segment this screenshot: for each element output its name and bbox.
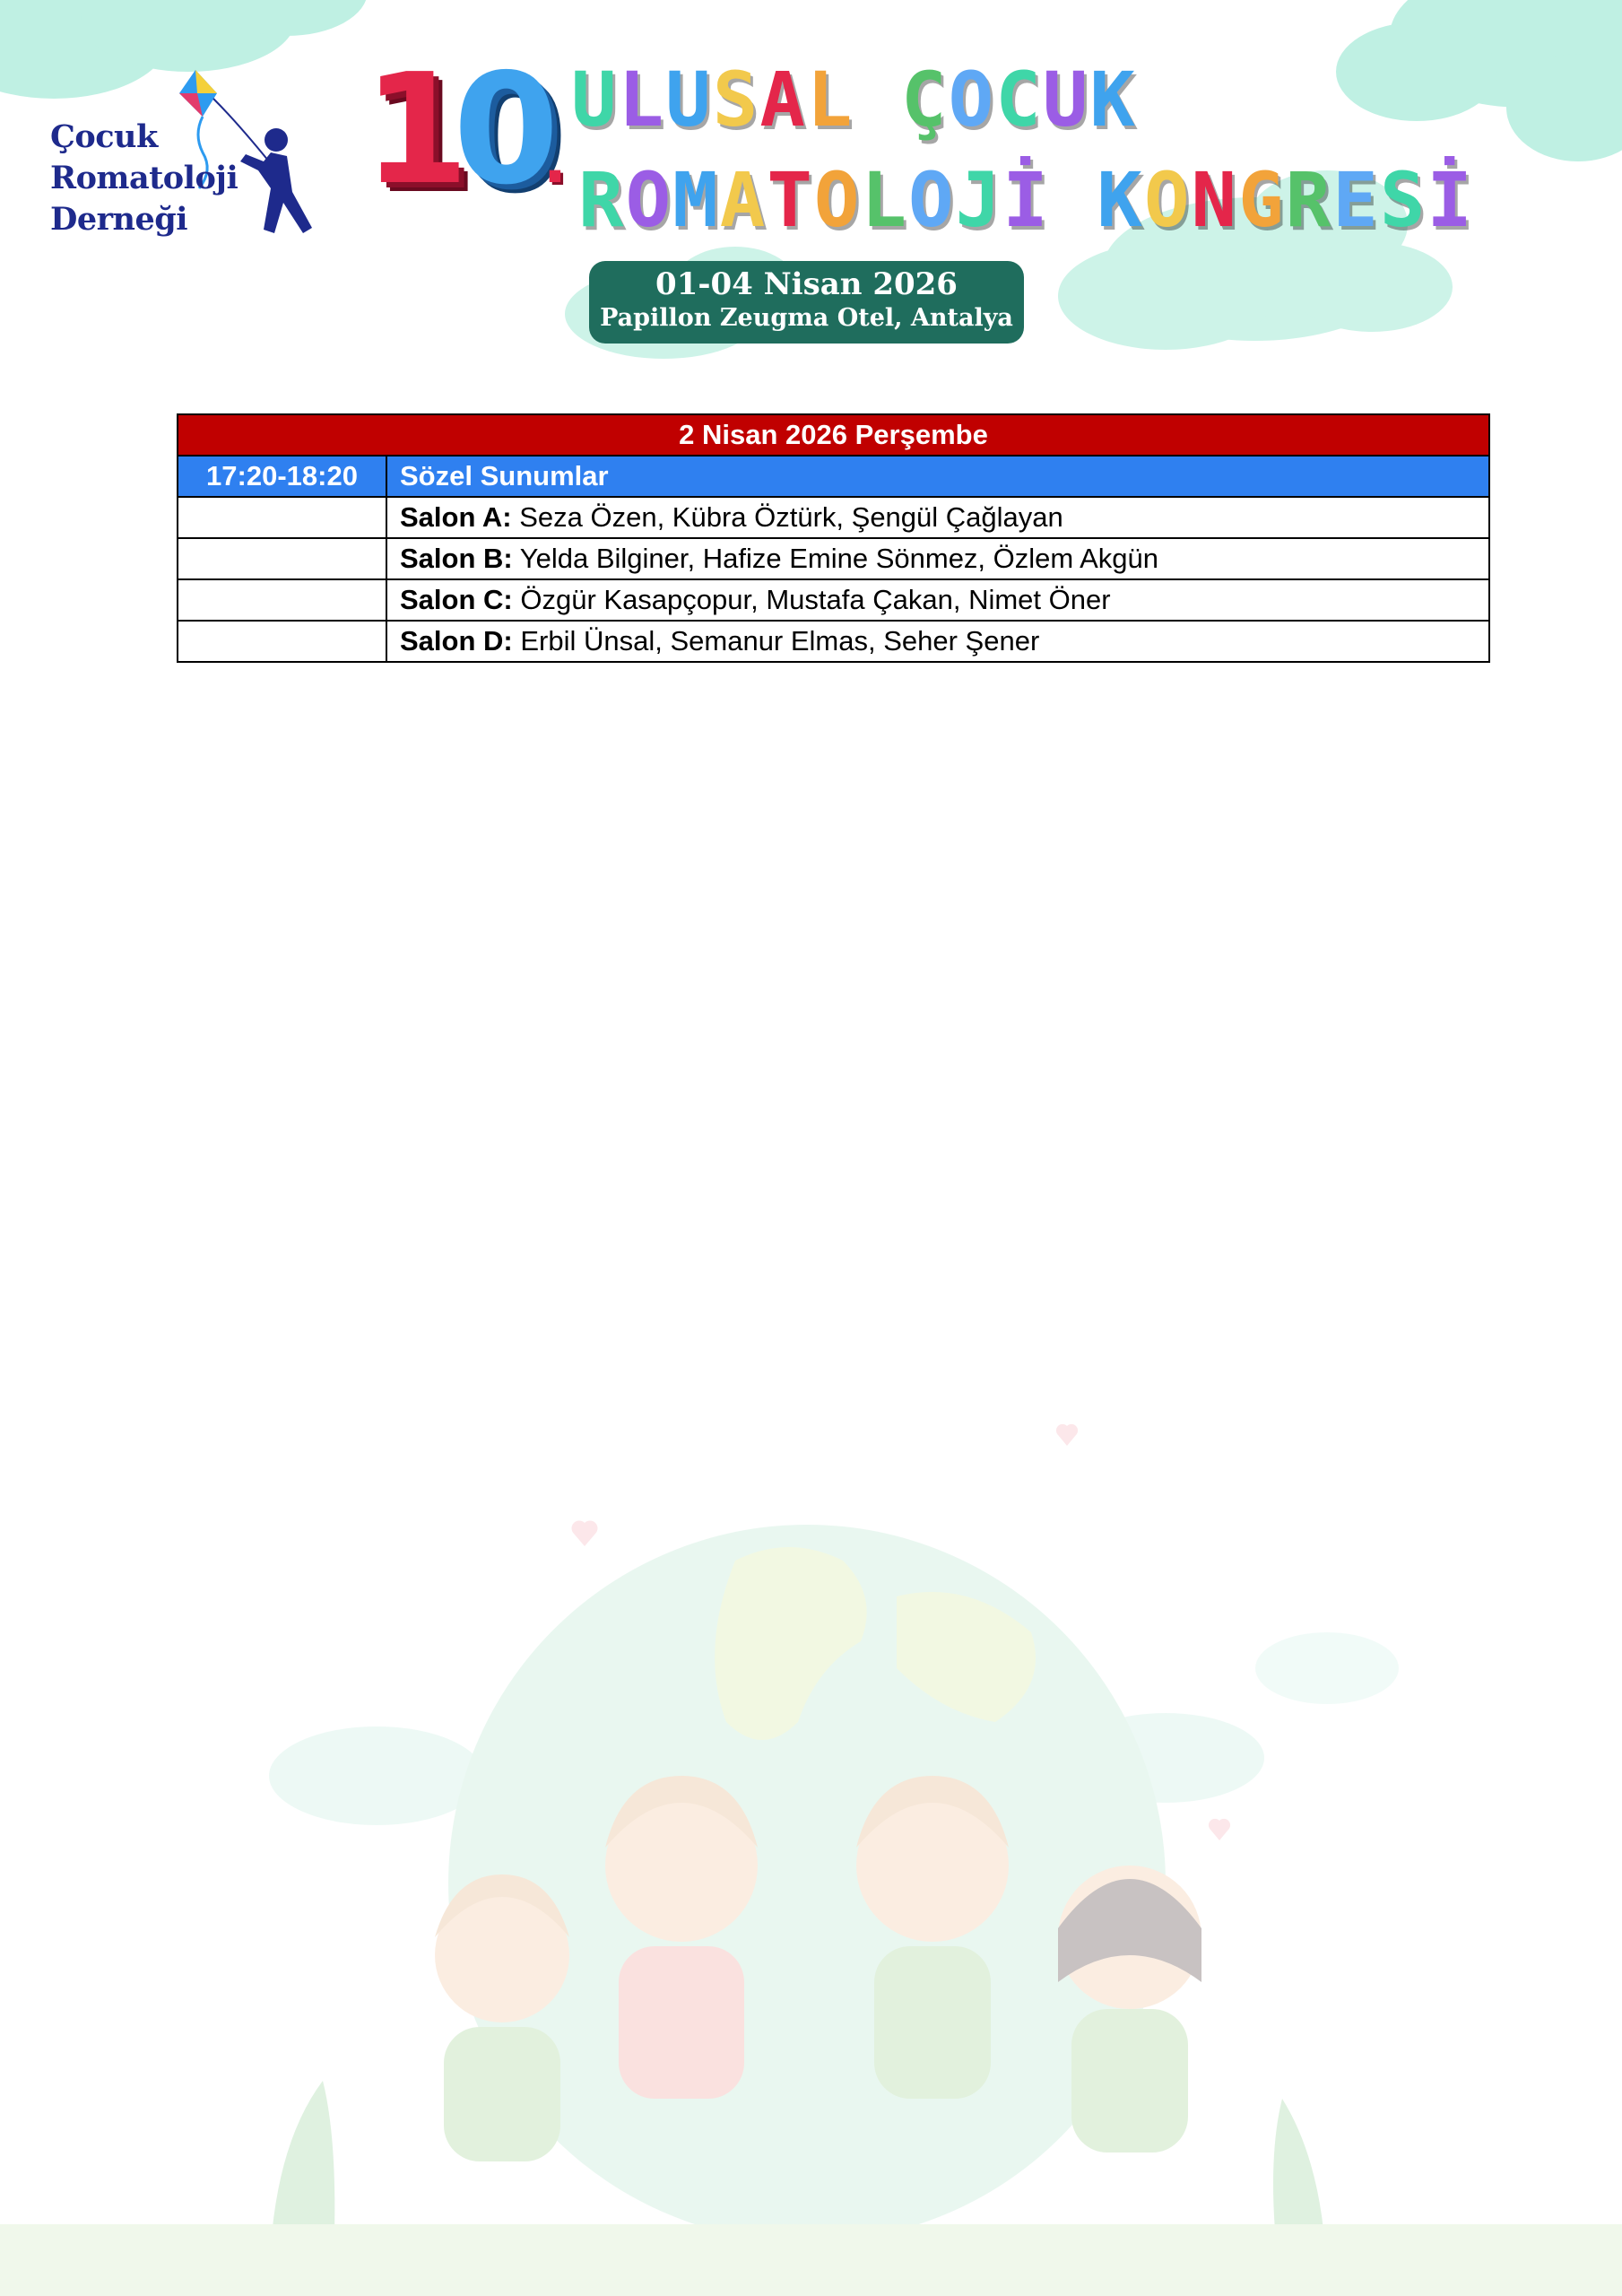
logo-text xyxy=(50,117,238,240)
salon-label: Salon A: xyxy=(400,501,512,533)
salon-row xyxy=(178,538,1489,579)
salon-time-cell xyxy=(178,579,386,621)
event-date-badge xyxy=(589,261,1024,344)
salon-chairs: Özgür Kasapçopur, Mustafa Çakan, Nimet Öner xyxy=(520,584,1111,615)
salon-label: Salon B: xyxy=(400,543,513,574)
event-venue: Papillon Zeugma Otel, Antalya xyxy=(600,304,1013,332)
salon-time-cell xyxy=(178,621,386,662)
salon-label: Salon D: xyxy=(400,625,513,657)
congress-title xyxy=(354,41,1592,269)
session-time: 17:20-18:20 xyxy=(178,456,386,497)
title-line-2: ROMATOLOJİ KONGRESİ xyxy=(578,156,1474,244)
session-title: Sözel Sunumlar xyxy=(386,456,1489,497)
salon-time-cell xyxy=(178,497,386,538)
salon-row xyxy=(178,497,1489,538)
session-row xyxy=(178,456,1489,497)
salon-row xyxy=(178,579,1489,621)
logo-line-3: Derneği xyxy=(50,201,188,238)
day-title: 2 Nisan 2026 Perşembe xyxy=(178,414,1489,456)
title-line-1: ULUSAL ÇOCUK xyxy=(571,56,1137,144)
salon-row xyxy=(178,621,1489,662)
salon-label: Salon C: xyxy=(400,584,513,615)
salon-chairs: Seza Özen, Kübra Öztürk, Şengül Çağlayan xyxy=(519,501,1063,533)
association-logo xyxy=(45,63,332,251)
day-header-row xyxy=(178,414,1489,456)
salon-chairs: Yelda Bilginer, Hafize Emine Sönmez, Özlem Akgün xyxy=(519,543,1159,574)
salon-time-cell xyxy=(178,538,386,579)
logo-line-2: Romatoloji xyxy=(50,160,239,196)
salon-cell xyxy=(386,579,1489,621)
salon-chairs: Erbil Ünsal, Semanur Elmas, Seher Şener xyxy=(520,625,1040,657)
children-globe-illustration xyxy=(0,1399,1622,2296)
event-dates: 01-04 Nisan 2026 xyxy=(655,266,958,302)
schedule-table xyxy=(177,413,1490,663)
salon-cell xyxy=(386,538,1489,579)
salon-cell xyxy=(386,497,1489,538)
salon-cell xyxy=(386,621,1489,662)
edition-number: 10. xyxy=(363,41,568,219)
logo-line-1: Çocuk xyxy=(50,118,158,155)
